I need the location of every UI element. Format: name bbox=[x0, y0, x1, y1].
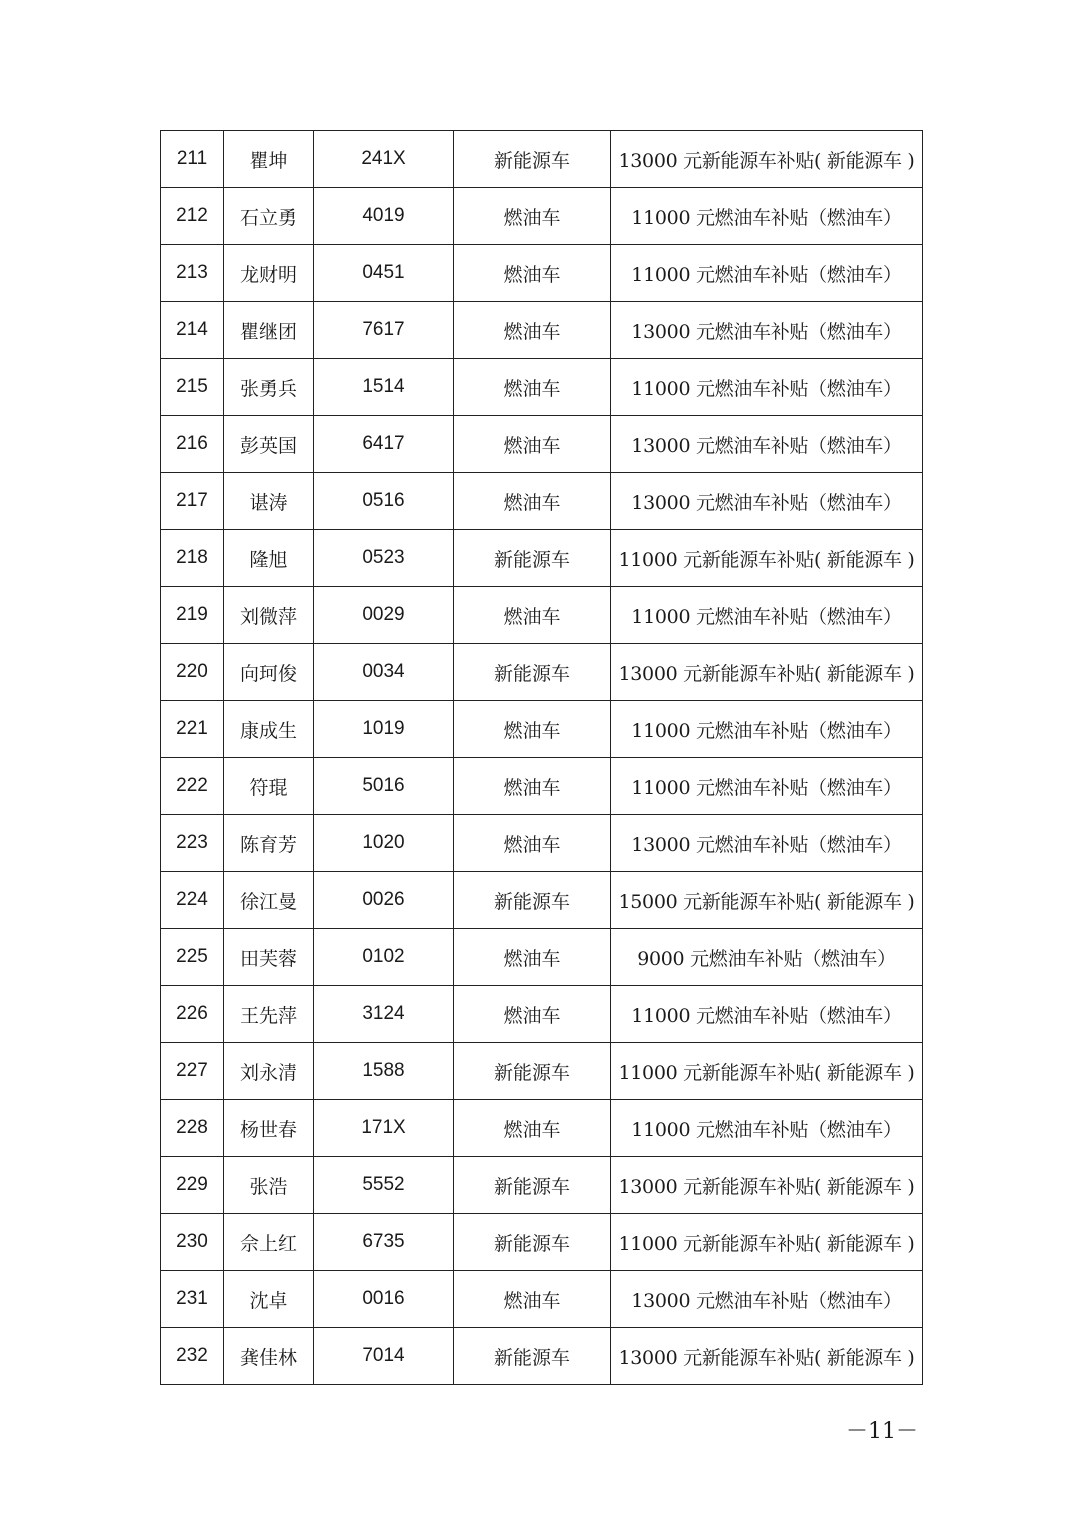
subsidy-cell: 13000 元燃油车补贴（燃油车） bbox=[611, 1271, 923, 1328]
vehicle-type-cell: 新能源车 bbox=[454, 1043, 611, 1100]
applicant-name-cell: 康成生 bbox=[224, 701, 314, 758]
subsidy-cell: 11000 元燃油车补贴（燃油车） bbox=[611, 1100, 923, 1157]
row-number-cell: 225 bbox=[161, 929, 224, 986]
subsidy-cell: 13000 元新能源车补贴( 新能源车 ) bbox=[611, 131, 923, 188]
subsidy-cell: 11000 元新能源车补贴( 新能源车 ) bbox=[611, 530, 923, 587]
subsidy-cell: 11000 元燃油车补贴（燃油车） bbox=[611, 701, 923, 758]
subsidy-cell: 9000 元燃油车补贴（燃油车） bbox=[611, 929, 923, 986]
applicant-name-cell: 向珂俊 bbox=[224, 644, 314, 701]
subsidy-cell: 11000 元燃油车补贴（燃油车） bbox=[611, 758, 923, 815]
subsidy-cell: 11000 元燃油车补贴（燃油车） bbox=[611, 245, 923, 302]
subsidy-cell: 11000 元燃油车补贴（燃油车） bbox=[611, 359, 923, 416]
id-suffix-cell: 0102 bbox=[314, 929, 454, 986]
table-row bbox=[161, 131, 923, 188]
table-row bbox=[161, 416, 923, 473]
applicant-name-cell: 彭英国 bbox=[224, 416, 314, 473]
vehicle-type-cell: 燃油车 bbox=[454, 815, 611, 872]
table-row bbox=[161, 302, 923, 359]
id-suffix-cell: 4019 bbox=[314, 188, 454, 245]
vehicle-type-cell: 燃油车 bbox=[454, 188, 611, 245]
applicant-name-cell: 田芙蓉 bbox=[224, 929, 314, 986]
subsidy-cell: 11000 元燃油车补贴（燃油车） bbox=[611, 587, 923, 644]
vehicle-type-cell: 燃油车 bbox=[454, 929, 611, 986]
id-suffix-cell: 5016 bbox=[314, 758, 454, 815]
row-number-cell: 223 bbox=[161, 815, 224, 872]
vehicle-type-cell: 燃油车 bbox=[454, 302, 611, 359]
row-number-cell: 228 bbox=[161, 1100, 224, 1157]
id-suffix-cell: 0523 bbox=[314, 530, 454, 587]
id-suffix-cell: 3124 bbox=[314, 986, 454, 1043]
vehicle-type-cell: 新能源车 bbox=[454, 1214, 611, 1271]
vehicle-type-cell: 燃油车 bbox=[454, 359, 611, 416]
vehicle-type-cell: 新能源车 bbox=[454, 644, 611, 701]
vehicle-type-cell: 燃油车 bbox=[454, 473, 611, 530]
id-suffix-cell: 1588 bbox=[314, 1043, 454, 1100]
table-row bbox=[161, 1214, 923, 1271]
applicant-name-cell: 刘永清 bbox=[224, 1043, 314, 1100]
row-number-cell: 229 bbox=[161, 1157, 224, 1214]
vehicle-type-cell: 新能源车 bbox=[454, 1157, 611, 1214]
row-number-cell: 224 bbox=[161, 872, 224, 929]
subsidy-cell: 11000 元新能源车补贴( 新能源车 ) bbox=[611, 1214, 923, 1271]
applicant-name-cell: 张浩 bbox=[224, 1157, 314, 1214]
applicant-name-cell: 隆旭 bbox=[224, 530, 314, 587]
subsidy-cell: 15000 元新能源车补贴( 新能源车 ) bbox=[611, 872, 923, 929]
table-row bbox=[161, 188, 923, 245]
row-number-cell: 221 bbox=[161, 701, 224, 758]
vehicle-type-cell: 燃油车 bbox=[454, 587, 611, 644]
applicant-name-cell: 张勇兵 bbox=[224, 359, 314, 416]
applicant-name-cell: 刘微萍 bbox=[224, 587, 314, 644]
subsidy-cell: 13000 元新能源车补贴( 新能源车 ) bbox=[611, 1328, 923, 1385]
applicant-name-cell: 王先萍 bbox=[224, 986, 314, 1043]
id-suffix-cell: 7617 bbox=[314, 302, 454, 359]
row-number-cell: 230 bbox=[161, 1214, 224, 1271]
row-number-cell: 218 bbox=[161, 530, 224, 587]
table-row bbox=[161, 1100, 923, 1157]
id-suffix-cell: 1019 bbox=[314, 701, 454, 758]
vehicle-type-cell: 燃油车 bbox=[454, 701, 611, 758]
subsidy-cell: 13000 元燃油车补贴（燃油车） bbox=[611, 473, 923, 530]
table-row bbox=[161, 1043, 923, 1100]
table-row bbox=[161, 359, 923, 416]
table-row bbox=[161, 1328, 923, 1385]
vehicle-type-cell: 新能源车 bbox=[454, 1328, 611, 1385]
id-suffix-cell: 0029 bbox=[314, 587, 454, 644]
applicant-name-cell: 陈育芳 bbox=[224, 815, 314, 872]
id-suffix-cell: 0016 bbox=[314, 1271, 454, 1328]
row-number-cell: 219 bbox=[161, 587, 224, 644]
table-row bbox=[161, 587, 923, 644]
subsidy-cell: 11000 元燃油车补贴（燃油车） bbox=[611, 986, 923, 1043]
table-row bbox=[161, 986, 923, 1043]
subsidy-cell: 13000 元燃油车补贴（燃油车） bbox=[611, 815, 923, 872]
applicant-name-cell: 徐江曼 bbox=[224, 872, 314, 929]
applicant-name-cell: 龙财明 bbox=[224, 245, 314, 302]
applicant-name-cell: 石立勇 bbox=[224, 188, 314, 245]
subsidy-cell: 13000 元新能源车补贴( 新能源车 ) bbox=[611, 644, 923, 701]
id-suffix-cell: 5552 bbox=[314, 1157, 454, 1214]
row-number-cell: 232 bbox=[161, 1328, 224, 1385]
row-number-cell: 231 bbox=[161, 1271, 224, 1328]
page-number: －11－ bbox=[846, 1419, 918, 1444]
roster-body bbox=[161, 131, 923, 1385]
vehicle-type-cell: 燃油车 bbox=[454, 1100, 611, 1157]
applicant-name-cell: 沈卓 bbox=[224, 1271, 314, 1328]
vehicle-type-cell: 燃油车 bbox=[454, 245, 611, 302]
applicant-name-cell: 佘上红 bbox=[224, 1214, 314, 1271]
vehicle-type-cell: 燃油车 bbox=[454, 1271, 611, 1328]
vehicle-type-cell: 新能源车 bbox=[454, 872, 611, 929]
vehicle-type-cell: 新能源车 bbox=[454, 131, 611, 188]
subsidy-cell: 11000 元燃油车补贴（燃油车） bbox=[611, 188, 923, 245]
id-suffix-cell: 0516 bbox=[314, 473, 454, 530]
id-suffix-cell: 1020 bbox=[314, 815, 454, 872]
id-suffix-cell: 6735 bbox=[314, 1214, 454, 1271]
vehicle-type-cell: 燃油车 bbox=[454, 758, 611, 815]
row-number-cell: 220 bbox=[161, 644, 224, 701]
table-row bbox=[161, 1271, 923, 1328]
table-row bbox=[161, 530, 923, 587]
applicant-name-cell: 谌涛 bbox=[224, 473, 314, 530]
id-suffix-cell: 7014 bbox=[314, 1328, 454, 1385]
applicant-name-cell: 瞿坤 bbox=[224, 131, 314, 188]
table-row bbox=[161, 245, 923, 302]
subsidy-roster-table bbox=[160, 130, 923, 1385]
id-suffix-cell: 0034 bbox=[314, 644, 454, 701]
table-row bbox=[161, 815, 923, 872]
table-row bbox=[161, 644, 923, 701]
row-number-cell: 226 bbox=[161, 986, 224, 1043]
table-row bbox=[161, 929, 923, 986]
id-suffix-cell: 1514 bbox=[314, 359, 454, 416]
id-suffix-cell: 0026 bbox=[314, 872, 454, 929]
row-number-cell: 215 bbox=[161, 359, 224, 416]
row-number-cell: 212 bbox=[161, 188, 224, 245]
table-row bbox=[161, 701, 923, 758]
subsidy-cell: 13000 元燃油车补贴（燃油车） bbox=[611, 416, 923, 473]
applicant-name-cell: 瞿继团 bbox=[224, 302, 314, 359]
id-suffix-cell: 6417 bbox=[314, 416, 454, 473]
subsidy-cell: 13000 元燃油车补贴（燃油车） bbox=[611, 302, 923, 359]
row-number-cell: 222 bbox=[161, 758, 224, 815]
table-row bbox=[161, 872, 923, 929]
row-number-cell: 214 bbox=[161, 302, 224, 359]
id-suffix-cell: 0451 bbox=[314, 245, 454, 302]
table-row bbox=[161, 1157, 923, 1214]
row-number-cell: 211 bbox=[161, 131, 224, 188]
vehicle-type-cell: 燃油车 bbox=[454, 416, 611, 473]
row-number-cell: 216 bbox=[161, 416, 224, 473]
vehicle-type-cell: 燃油车 bbox=[454, 986, 611, 1043]
id-suffix-cell: 171X bbox=[314, 1100, 454, 1157]
table-row bbox=[161, 758, 923, 815]
subsidy-cell: 11000 元新能源车补贴( 新能源车 ) bbox=[611, 1043, 923, 1100]
table-row bbox=[161, 473, 923, 530]
row-number-cell: 213 bbox=[161, 245, 224, 302]
applicant-name-cell: 杨世春 bbox=[224, 1100, 314, 1157]
applicant-name-cell: 龚佳林 bbox=[224, 1328, 314, 1385]
applicant-name-cell: 符琨 bbox=[224, 758, 314, 815]
row-number-cell: 217 bbox=[161, 473, 224, 530]
id-suffix-cell: 241X bbox=[314, 131, 454, 188]
row-number-cell: 227 bbox=[161, 1043, 224, 1100]
vehicle-type-cell: 新能源车 bbox=[454, 530, 611, 587]
subsidy-cell: 13000 元新能源车补贴( 新能源车 ) bbox=[611, 1157, 923, 1214]
